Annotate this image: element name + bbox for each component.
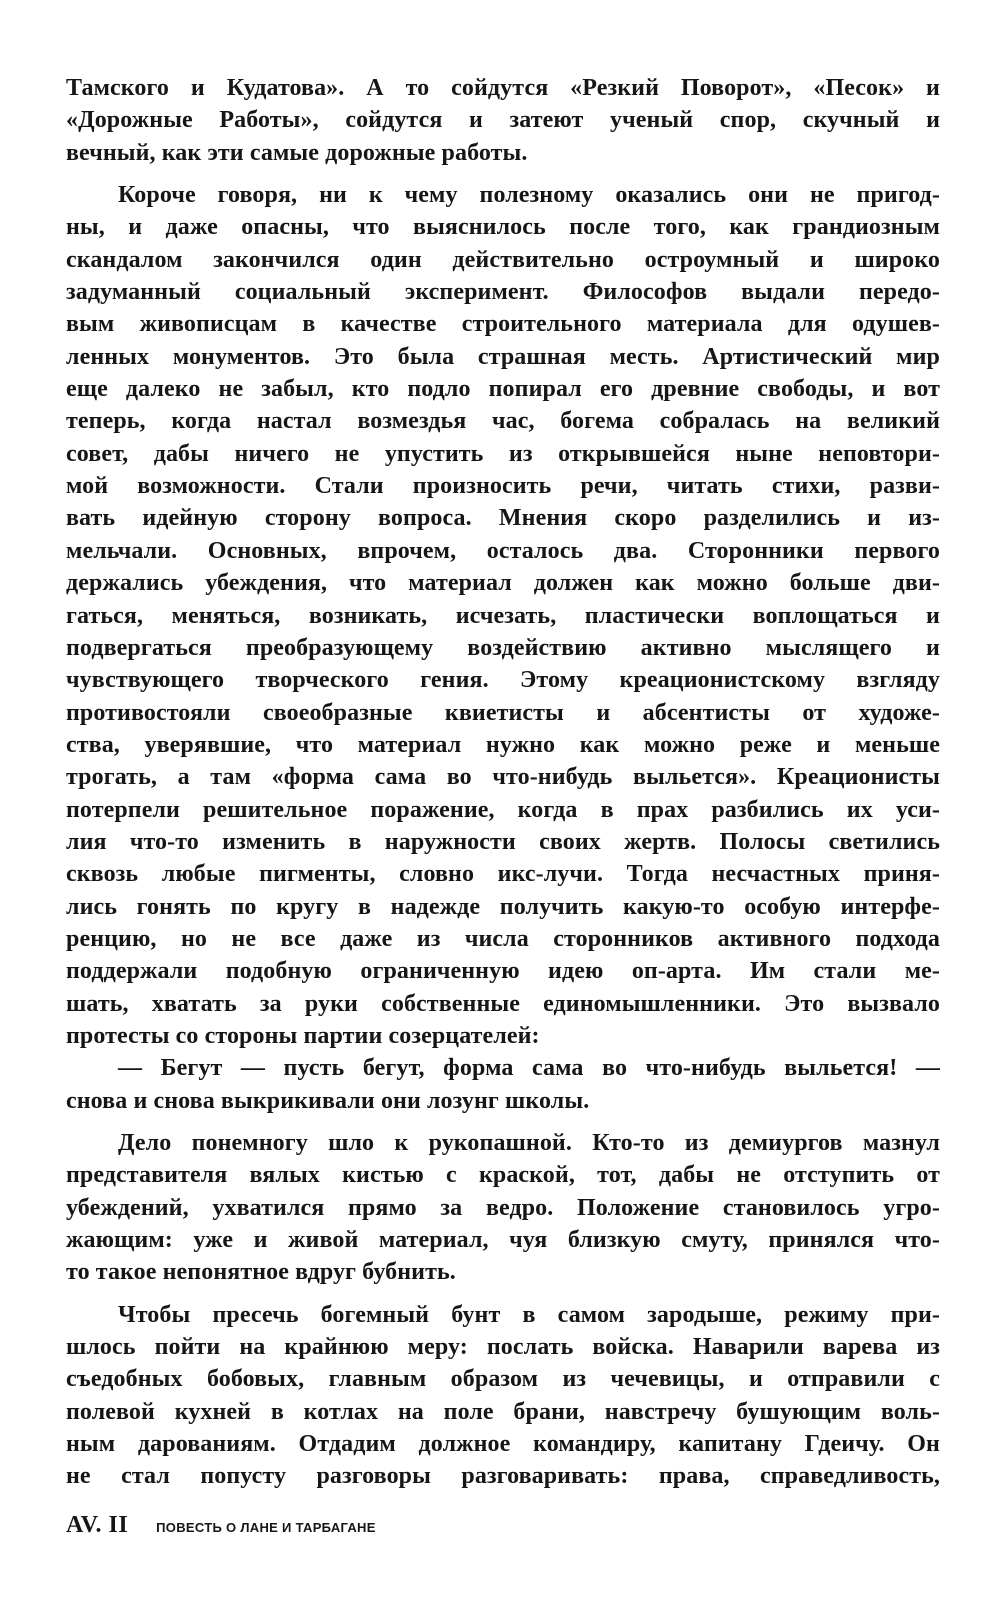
text-line: мельчали. Основных, впрочем, осталось два. Сторонники первого bbox=[66, 537, 940, 564]
text-line: еще далеко не забыл, кто подло попирал его древние свободы, и вот bbox=[66, 376, 940, 403]
text-line: чувствующего творческого гения. Этому креационистскому взгляду bbox=[66, 667, 940, 694]
text-line: Дело понемногу шло к рукопашной. Кто-то из демиургов мазнул bbox=[118, 1130, 940, 1156]
text-line: сквозь любые пигменты, словно икс-лучи. Тогда несчастных приня- bbox=[66, 861, 940, 888]
text-line: Тамского и Кудатова». А то сойдутся «Резкий Поворот», «Песок» и bbox=[66, 75, 940, 101]
text-line: убеждений, ухватился прямо за ведро. Положение становилось угро- bbox=[66, 1194, 940, 1221]
text-line: совет, дабы ничего не упустить из открывшейся ныне неповтори- bbox=[66, 440, 940, 467]
text-line: протесты со стороны партии созерцателей: bbox=[66, 1022, 540, 1049]
text-line: ренцию, но не все даже из числа сторонников активного подхода bbox=[66, 925, 940, 952]
text-line: противостояли своеобразные квиетисты и абсентисты от художе- bbox=[66, 699, 940, 726]
text-line: полевой кухней в котлах на поле брани, навстречу бушующим воль- bbox=[66, 1398, 940, 1425]
body-text bbox=[66, 72, 940, 1493]
paragraph bbox=[66, 72, 940, 169]
paragraph bbox=[66, 179, 940, 1052]
text-line: лись гонять по кругу в надежде получить какую-то особую интерфе- bbox=[66, 893, 940, 920]
text-line: представителя вялых кистью с краской, тот, дабы не отступить от bbox=[66, 1162, 940, 1189]
text-line: мой возможности. Стали произносить речи, читать стихи, разви- bbox=[66, 473, 940, 500]
text-line: лия что-то изменить в наружности своих жертв. Полосы светились bbox=[66, 828, 940, 855]
text-line: держались убеждения, что материал должен как можно больше дви- bbox=[66, 570, 940, 597]
text-line: снова и снова выкрикивали они лозунг школы. bbox=[66, 1087, 590, 1114]
text-line: вым живописцам в качестве строительного материала для одушев- bbox=[66, 311, 940, 338]
text-line: съедобных бобовых, главным образом из чечевицы, и отправили с bbox=[66, 1366, 940, 1393]
page-number: AV. II bbox=[66, 1512, 129, 1538]
text-line: задуманный социальный эксперимент. Философов выдали передо- bbox=[66, 279, 940, 306]
text-line: ленных монументов. Это была страшная месть. Артистический мир bbox=[66, 343, 940, 370]
text-line: не стал попусту разговоры разговаривать: права, справедливость, bbox=[66, 1463, 940, 1490]
paragraph bbox=[66, 1127, 940, 1289]
paragraph bbox=[66, 1052, 940, 1117]
running-title: ПОВЕСТЬ О ЛАНЕ И ТАРБАГАНЕ bbox=[156, 1520, 376, 1535]
paragraph bbox=[66, 1299, 940, 1493]
text-line: теперь, когда настал возмездья час, богема собралась на великий bbox=[66, 408, 940, 435]
text-line: — Бегут — пусть бегут, форма сама во что-нибудь выльется! — bbox=[118, 1055, 940, 1082]
text-line: ным дарованиям. Отдадим должное командиру, капитану Гдеичу. Он bbox=[66, 1431, 940, 1458]
text-line: Чтобы пресечь богемный бунт в самом зародыше, режиму при- bbox=[118, 1301, 940, 1328]
text-line: потерпели решительное поражение, когда в прах разбились их уси- bbox=[66, 796, 940, 823]
text-line: поддержали подобную ограниченную идею оп-арта. Им стали ме- bbox=[66, 958, 940, 985]
text-line: жающим: уже и живой материал, чуя близкую смуту, принялся что- bbox=[66, 1227, 940, 1254]
text-line: вечный, как эти самые дорожные работы. bbox=[66, 139, 528, 166]
text-line: шлось пойти на крайнюю меру: послать войска. Наварили варева из bbox=[66, 1334, 940, 1361]
text-line: ства, уверявшие, что материал нужно как можно реже и меньше bbox=[66, 731, 940, 758]
text-line: Короче говоря, ни к чему полезному оказались они не пригод- bbox=[118, 182, 940, 209]
text-line: шать, хватать за руки собственные единомышленники. Это вызвало bbox=[66, 990, 940, 1017]
text-line: ны, и даже опасны, что выяснилось после того, как грандиозным bbox=[66, 214, 940, 241]
text-line: подвергаться преобразующему воздействию активно мыслящего и bbox=[66, 634, 940, 661]
text-line: вать идейную сторону вопроса. Мнения скоро разделились и из- bbox=[66, 505, 940, 532]
text-line: трогать, а там «форма сама во что-нибудь выльется». Креационисты bbox=[66, 764, 940, 791]
text-line: скандалом закончился один действительно остроумный и широко bbox=[66, 246, 940, 273]
text-line: гаться, меняться, возникать, исчезать, пластически воплощаться и bbox=[66, 602, 940, 629]
text-line: «Дорожные Работы», сойдутся и затеют ученый спор, скучный и bbox=[66, 107, 940, 134]
page-footer bbox=[66, 1512, 376, 1539]
text-line: то такое непонятное вдруг бубнить. bbox=[66, 1259, 456, 1286]
